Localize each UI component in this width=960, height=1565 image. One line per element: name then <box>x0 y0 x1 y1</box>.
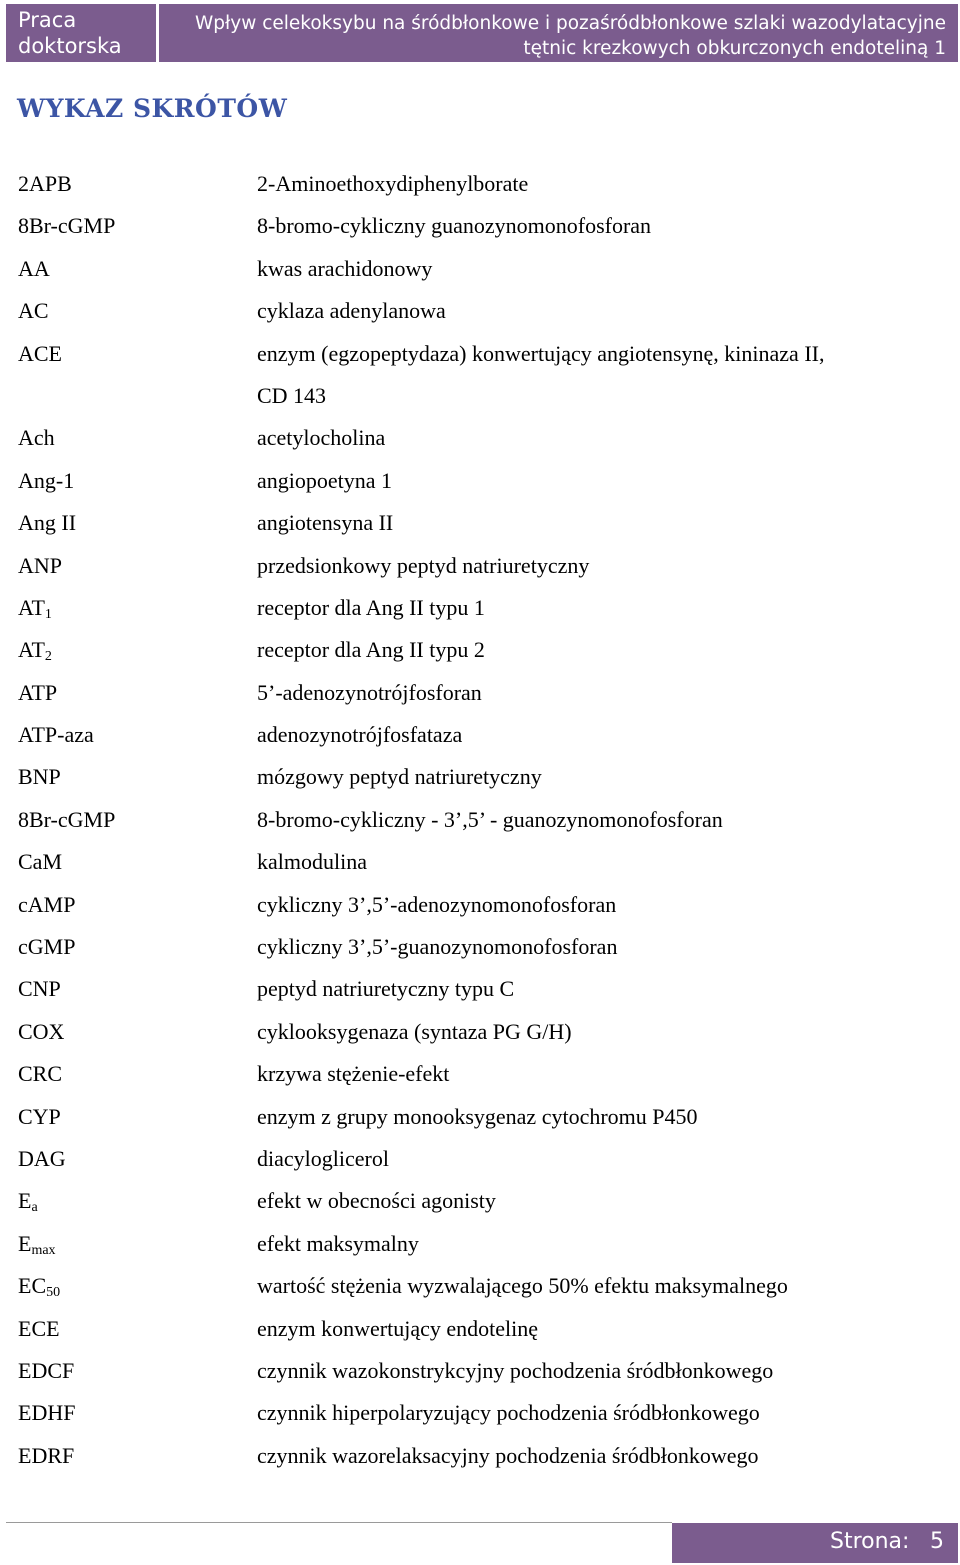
abbreviation-row <box>0 333 960 375</box>
page-label: Strona: <box>830 1529 910 1554</box>
abbreviation-row <box>0 502 960 544</box>
abbreviation-definition: cyklooksygenaza (syntaza PG G/H) <box>257 1018 572 1044</box>
abbreviation-code <box>18 417 55 459</box>
abbreviation-code-text: EC <box>18 1273 47 1299</box>
abbreviation-code-text: AC <box>18 298 49 324</box>
abbreviation-code <box>18 884 75 926</box>
abbreviation-row <box>0 629 960 671</box>
abbreviation-code-text: CNP <box>18 976 61 1002</box>
abbreviation-code-text: ANP <box>18 552 63 578</box>
abbreviation-code-text: EDHF <box>18 1400 76 1426</box>
abbreviation-definition: receptor dla Ang II typu 2 <box>257 637 485 663</box>
abbreviation-row <box>0 1308 960 1350</box>
abbreviation-subscript: 2 <box>44 649 52 665</box>
abbreviation-code <box>18 1053 62 1095</box>
abbreviation-definition: enzym konwertujący endotelinę <box>257 1315 539 1341</box>
abbreviation-code-text: ECE <box>18 1315 60 1341</box>
abbreviation-code-text: cAMP <box>18 891 76 917</box>
abbreviation-code <box>18 799 115 841</box>
abbreviation-definition: wartość stężenia wyzwalającego 50% efektu maksymalnego <box>257 1273 788 1299</box>
abbreviation-code <box>18 1435 74 1477</box>
abbreviation-definition: cykliczny 3’,5’-guanozynomonofosforan <box>257 934 618 960</box>
abbreviation-definition: kwas arachidonowy <box>257 255 433 281</box>
abbreviation-row <box>0 884 960 926</box>
abbreviation-definition: kalmodulina <box>257 849 367 875</box>
abbreviation-code <box>18 460 74 502</box>
abbreviation-row <box>0 1265 960 1307</box>
abbreviation-code <box>18 163 72 205</box>
page-header <box>6 4 958 62</box>
abbreviation-definition: 2-Aminoethoxydiphenylborate <box>257 171 529 196</box>
abbreviation-subscript: max <box>31 1242 56 1258</box>
abbreviation-row <box>0 926 960 968</box>
abbreviation-row <box>0 1053 960 1095</box>
page-footer <box>672 1523 958 1563</box>
abbreviation-code-text: E <box>18 1230 32 1256</box>
abbreviation-code <box>18 1308 60 1350</box>
abbreviation-definition: adenozynotrójfosfataza <box>257 722 463 748</box>
abbreviation-code-text: EDCF <box>18 1357 75 1383</box>
abbreviation-row <box>0 417 960 459</box>
abbreviation-code <box>18 502 76 544</box>
abbreviation-definition: CD 143 <box>257 382 327 408</box>
abbreviation-definition: enzym (egzopeptydaza) konwertujący angiotensynę, kininaza II, <box>257 340 825 366</box>
abbreviation-code-text: CaM <box>18 849 62 875</box>
abbreviation-row <box>0 841 960 883</box>
abbreviation-definition: przedsionkowy peptyd natriuretyczny <box>257 552 590 578</box>
abbreviation-code-text: BNP <box>18 764 61 790</box>
abbreviation-definition: angiotensyna II <box>257 510 394 536</box>
abbreviation-code <box>18 714 94 756</box>
abbreviation-code-text: COX <box>18 1018 65 1044</box>
abbreviation-row <box>0 163 960 205</box>
abbreviation-code-text: E <box>18 1188 32 1214</box>
abbreviation-code <box>18 1350 74 1392</box>
abbreviation-definition: cyklaza adenylanowa <box>257 298 446 324</box>
abbreviation-row <box>0 248 960 290</box>
abbreviation-row <box>0 587 960 629</box>
abbreviation-definition: krzywa stężenie-efekt <box>257 1061 450 1087</box>
abbreviation-code-text: ATP-aza <box>18 722 94 748</box>
abbreviation-code-text: Ang II <box>18 510 77 536</box>
abbreviation-code <box>18 841 62 883</box>
abbreviation-code <box>18 205 115 247</box>
abbreviation-code-text: ATP <box>18 679 58 705</box>
abbreviation-subscript: 1 <box>44 606 52 622</box>
abbreviation-definition: czynnik hiperpolaryzujący pochodzenia śródbłonkowego <box>257 1400 760 1426</box>
abbreviation-code <box>18 545 62 587</box>
page-number: 5 <box>930 1529 944 1554</box>
abbreviation-code <box>18 968 61 1010</box>
abbreviation-definition: enzym z grupy monooksygenaz cytochromu P450 <box>257 1103 698 1129</box>
abbreviation-code-text: 2APB <box>18 171 72 196</box>
abbreviation-row <box>0 714 960 756</box>
abbreviation-definition: cykliczny 3’,5’-adenozynomonofosforan <box>257 891 617 917</box>
abbreviation-definition: diacyloglicerol <box>257 1145 389 1171</box>
abbreviation-code <box>18 1138 66 1180</box>
abbreviation-code-text: AT <box>18 594 45 620</box>
abbreviation-code <box>18 290 49 332</box>
abbreviation-code-text: AA <box>18 255 50 281</box>
abbreviation-code-text: cGMP <box>18 934 76 960</box>
abbreviation-code-text: Ach <box>18 425 55 451</box>
abbreviation-code-text: ACE <box>18 340 62 366</box>
abbreviation-row <box>0 1180 960 1222</box>
header-separator <box>156 4 159 62</box>
abbreviation-definition: 8-bromo-cykliczny guanozynomonofosforan <box>257 213 652 239</box>
abbreviation-definition: receptor dla Ang II typu 1 <box>257 594 485 620</box>
abbreviation-row <box>0 290 960 332</box>
abbreviation-code-text: 8Br-cGMP <box>18 806 116 832</box>
abbreviation-subscript: a <box>31 1200 38 1216</box>
header-left-title: Praca doktorska <box>18 8 122 58</box>
abbreviation-code-text: DAG <box>18 1145 66 1171</box>
footer-rule <box>6 1522 672 1523</box>
abbreviation-row <box>0 1096 960 1138</box>
abbreviation-row <box>0 545 960 587</box>
abbreviation-row <box>0 1223 960 1265</box>
header-right-title: Wpływ celekoksybu na śródbłonkowe i pozaśródbłonkowe szlaki wazodylatacyjne tętnic krezkowych obkurczonych endoteliną 1 <box>194 13 946 59</box>
abbreviation-definition: czynnik wazorelaksacyjny pochodzenia śródbłonkowego <box>257 1442 759 1468</box>
abbreviation-code-text: CRC <box>18 1061 63 1087</box>
abbreviation-definition: peptyd natriuretyczny typu C <box>257 976 515 1002</box>
abbreviation-row <box>0 799 960 841</box>
abbreviation-code <box>18 1096 61 1138</box>
abbreviation-code <box>18 333 62 375</box>
abbreviation-row <box>0 1011 960 1053</box>
abbreviation-code <box>18 672 57 714</box>
abbreviation-row <box>0 1350 960 1392</box>
abbreviation-definition: czynnik wazokonstrykcyjny pochodzenia śródbłonkowego <box>257 1357 774 1383</box>
abbreviation-row <box>0 672 960 714</box>
abbreviation-code <box>18 1392 75 1434</box>
abbreviation-code-text: Ang-1 <box>18 467 75 493</box>
abbreviation-row <box>0 1138 960 1180</box>
abbreviation-row <box>0 1392 960 1434</box>
abbreviation-definition: mózgowy peptyd natriuretyczny <box>257 764 542 790</box>
abbreviation-row <box>0 460 960 502</box>
abbreviation-definition: 5’-adenozynotrójfosforan <box>257 679 482 705</box>
abbreviation-definition: angiopoetyna 1 <box>257 467 393 493</box>
abbreviation-definition: 8-bromo-cykliczny - 3’,5’ - guanozynomonofosforan <box>257 806 723 832</box>
abbreviation-code-text: EDRF <box>18 1442 75 1468</box>
abbreviation-row <box>0 205 960 247</box>
abbreviation-definition: acetylocholina <box>257 425 386 451</box>
section-title: WYKAZ SKRÓTÓW <box>17 94 288 123</box>
abbreviation-subscript: 50 <box>46 1285 61 1301</box>
abbreviation-row <box>0 375 960 417</box>
abbreviation-code-text: 8Br-cGMP <box>18 213 116 239</box>
abbreviation-code <box>18 1011 64 1053</box>
abbreviation-code <box>18 756 61 798</box>
abbreviation-row <box>0 1435 960 1477</box>
abbreviation-definition: efekt w obecności agonisty <box>257 1188 496 1214</box>
abbreviation-code-text: AT <box>18 637 45 663</box>
abbreviation-code-text: CYP <box>18 1103 61 1129</box>
abbreviation-row <box>0 968 960 1010</box>
abbreviation-code <box>18 926 75 968</box>
abbreviation-list <box>0 163 960 1477</box>
abbreviation-code <box>18 248 50 290</box>
abbreviation-row <box>0 756 960 798</box>
abbreviation-definition: efekt maksymalny <box>257 1230 419 1256</box>
